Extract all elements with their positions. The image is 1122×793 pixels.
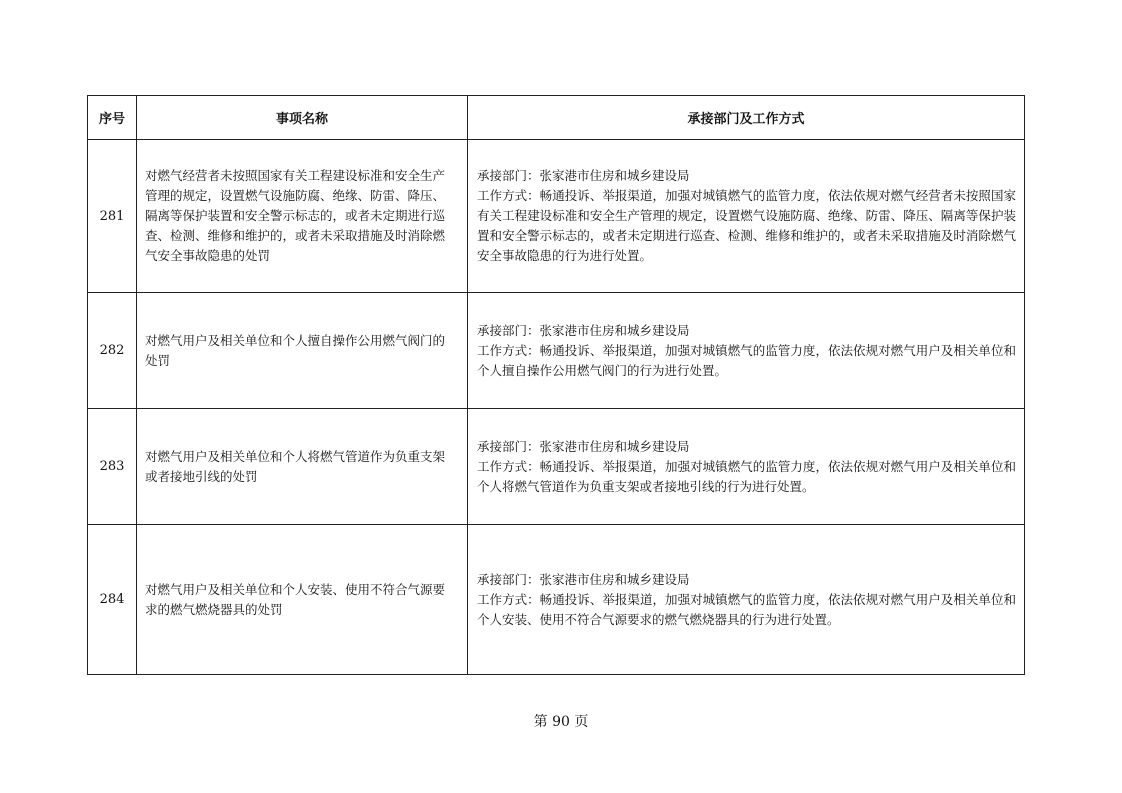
matters-table [87, 95, 1025, 675]
header-row [88, 96, 1025, 140]
row-dept-cell [468, 293, 1025, 409]
row-dept: 承接部门：张家港市住房和城乡建设局 [477, 322, 690, 338]
row-method: 工作方式：畅通投诉、举报渠道，加强对城镇燃气的监管力度，依法依规对燃气用户及相关单位和个人安装、使用不符合气源要求的燃气燃烧器具的行为进行处置。 [477, 591, 1016, 627]
row-seq: 282 [88, 293, 137, 409]
row-method: 工作方式：畅通投诉、举报渠道，加强对城镇燃气的监管力度，依法依规对燃气用户及相关单位和个人将燃气管道作为负重支架或者接地引线的行为进行处置。 [477, 458, 1016, 494]
row-method: 工作方式：畅通投诉、举报渠道，加强对城镇燃气的监管力度，依法依规对燃气用户及相关单位和个人擅自操作公用燃气阀门的行为进行处置。 [477, 342, 1016, 378]
page-number: 第 90 页 [533, 714, 589, 730]
row-matter-name: 对燃气用户及相关单位和个人将燃气管道作为负重支架或者接地引线的处罚 [137, 409, 468, 525]
row-seq: 284 [88, 525, 137, 675]
table-body [88, 140, 1025, 675]
table-row [88, 140, 1025, 293]
header-seq: 序号 [88, 96, 137, 140]
row-method: 工作方式：畅通投诉、举报渠道，加强对城镇燃气的监管力度，依法依规对燃气经营者未按照国家有关工程建设标准和安全生产管理的规定，设置燃气设施防腐、绝缘、防雷、降压、隔离等保护装置和安全警示标志的，或者未定期进行巡查、检测、维修和维护的，或者未采取措施及时消除燃气安全事故隐患的行为进行处置。 [477, 188, 1016, 263]
row-dept-cell [468, 140, 1025, 293]
row-dept: 承接部门：张家港市住房和城乡建设局 [477, 438, 690, 454]
row-matter-name: 对燃气经营者未按照国家有关工程建设标准和安全生产管理的规定，设置燃气设施防腐、绝缘、防雷、降压、隔离等保护装置和安全警示标志的，或者未定期进行巡查、检测、维修和维护的，或者未采取措施及时消除燃气安全事故隐患的处罚 [137, 140, 468, 293]
row-dept: 承接部门：张家港市住房和城乡建设局 [477, 168, 690, 183]
table-row [88, 293, 1025, 409]
header-dept: 承接部门及工作方式 [468, 96, 1025, 140]
table-row [88, 409, 1025, 525]
row-seq: 283 [88, 409, 137, 525]
table-row [88, 525, 1025, 675]
row-dept: 承接部门：张家港市住房和城乡建设局 [477, 571, 690, 587]
row-seq: 281 [88, 140, 137, 293]
header-name: 事项名称 [137, 96, 468, 140]
row-dept-cell [468, 525, 1025, 675]
row-matter-name: 对燃气用户及相关单位和个人擅自操作公用燃气阀门的处罚 [137, 293, 468, 409]
row-matter-name: 对燃气用户及相关单位和个人安装、使用不符合气源要求的燃气燃烧器具的处罚 [137, 525, 468, 675]
table-header [88, 96, 1025, 140]
row-dept-cell [468, 409, 1025, 525]
